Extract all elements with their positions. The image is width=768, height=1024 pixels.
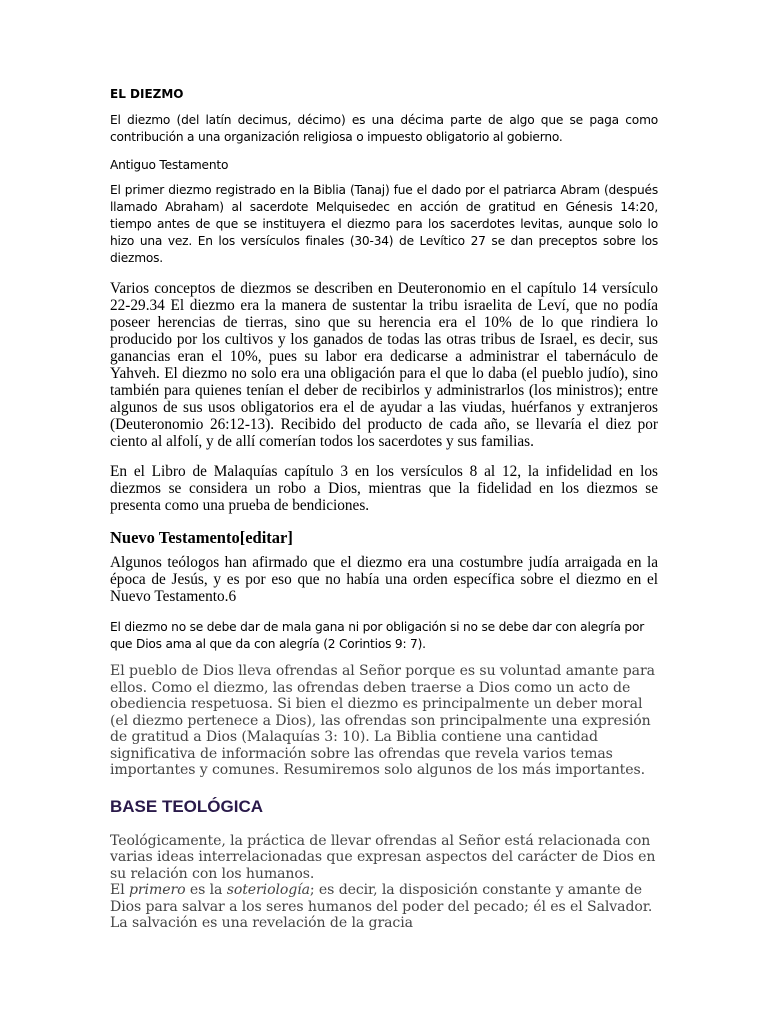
soteriology-text-2: es la — [185, 882, 227, 898]
document-page — [110, 86, 658, 932]
malachi-paragraph: En el Libro de Malaquías capítulo 3 en los versículos 8 al 12, la infidelidad en los diezmos se considera un robo a Dios, mientras que la fidelidad en los diezmos se presenta como una prueba de bendiciones. — [110, 463, 658, 514]
offerings-paragraph: El pueblo de Dios lleva ofrendas al Señor porque es su voluntad amante para ellos. Como el diezmo, las ofrendas deben traerse a Dios como un acto de obediencia respetuosa. Si bien el diezmo es principalmente un deber moral (el diezmo pertenece a Dios), las ofrendas son principalmente una expresión de gratitud a Dios (Malaquías 3: 10). La Biblia contiene una cantidad significativa de información sobre las ofrendas que revela varios temas importantes y comunes. Resumiremos solo algunos de los más importantes. — [110, 663, 655, 778]
soteriology-text-1: El — [110, 882, 129, 898]
primero-emphasis: primero — [128, 882, 186, 898]
soteriology-text-3: ; es decir, la disposición constante y amante de Dios para salvar a los seres humanos del poder del pecado; él es el Salvador. La salvación es una revelación de la gracia — [110, 882, 653, 931]
base-teologica-heading: BASE TEOLÓGICA — [110, 796, 264, 816]
intro-paragraph: El diezmo (del latín decimus, décimo) es una décima parte de algo que se paga como contribución a una organización religiosa o impuesto obligatorio al gobierno. — [110, 113, 658, 144]
new-testament-heading: Nuevo Testamento[editar] — [110, 528, 293, 547]
theology-paragraph: Teológicamente, la práctica de llevar ofrendas al Señor está relacionada con varias ideas interrelacionadas que expresan aspectos del carácter de Dios en su relación con los humanos. — [110, 832, 656, 882]
document-title: EL DIEZMO — [110, 87, 184, 101]
first-tithe-paragraph: El primer diezmo registrado en la Biblia (Tanaj) fue el dado por el patriarca Abram (después llamado Abraham) al sacerdote Melquisedec en acción de gratitud en Génesis 14:20, tiempo antes de que se instituyera el diezmo para los sacerdotes levitas, aunque solo lo hizo una vez. En los versículos finales (30-34) de Levítico 27 se dan preceptos sobre los diezmos. — [110, 183, 658, 265]
corinthians-paragraph: El diezmo no se debe dar de mala gana ni por obligación si no se debe dar con alegría por que Dios ama al que da con alegría (2 Corintios 9: 7). — [110, 620, 645, 651]
theologians-paragraph: Algunos teólogos han afirmado que el diezmo era una costumbre judía arraigada en la época de Jesús, y es por eso que no había una orden específica sobre el diezmo en el Nuevo Testamento.6 — [110, 554, 658, 605]
old-testament-label: Antiguo Testamento — [110, 158, 229, 172]
soteriology-paragraph — [110, 882, 658, 932]
soteriologia-emphasis: soteriología — [226, 882, 310, 898]
deuteronomy-paragraph: Varios conceptos de diezmos se describen en Deuteronomio en el capítulo 14 versículo 22-29.34 El diezmo era la manera de sustentar la tribu israelita de Leví, que no podía poseer herencias de tierras, sino que su herencia era el 10% de lo que rindiera lo producido por los cultivos y los ganados de todas las otras tribus de Israel, es decir, sus ganancias eran el 10%, pues su labor era dedicarse a administrar el tabernáculo de Yahveh. El diezmo no solo era una obligación para el que lo daba (el pueblo judío), sino también para quienes tenían el deber de recibirlos y administrarlos (los ministros); entre algunos de sus usos obligatorios era el de ayudar a las viudas, huérfanos y extranjeros (Deuteronomio 26:12-13). Recibido del producto de cada año, se llevaría el diez por ciento al alfolí, y de allí comerían todos los sacerdotes y sus familias. — [110, 280, 658, 450]
